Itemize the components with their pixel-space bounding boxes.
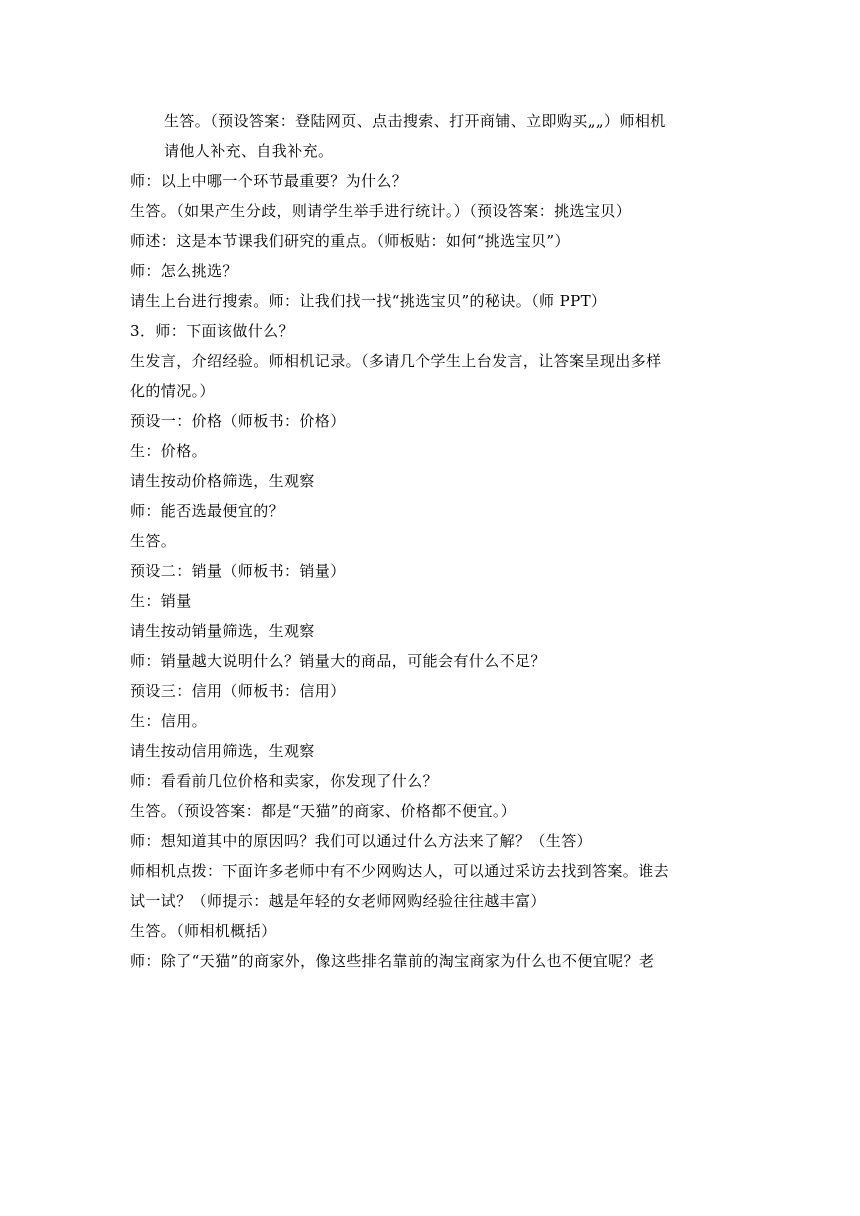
text-line: 生：价格。 — [130, 442, 208, 460]
text-line: 请生按动信用筛选，生观察 — [130, 742, 315, 760]
text-line: 生答。（预设答案：登陆网页、点击搜索、打开商铺、立即购买„„）师相机 — [164, 112, 666, 130]
text-line: 师：销量越大说明什么？销量大的商品，可能会有什么不足？ — [130, 652, 546, 670]
text-line: 师：除了“天猫”的商家外，像这些排名靠前的淘宝商家为什么也不便宜呢？老 — [130, 952, 655, 970]
text-line: 试一试？（师提示：越是年轻的女老师网购经验往往越丰富） — [130, 892, 546, 910]
document-body — [130, 106, 736, 976]
text-line: 师：以上中哪一个环节最重要？为什么？ — [130, 172, 408, 190]
text-line: 请生按动价格筛选，生观察 — [130, 472, 315, 490]
text-line: 预设二：销量（师板书：销量） — [130, 562, 346, 580]
text-line: 生：销量 — [130, 592, 192, 610]
text-line: 师：看看前几位价格和卖家，你发现了什么？ — [130, 772, 439, 790]
text-line: 预设一：价格（师板书：价格） — [130, 412, 346, 430]
text-line: 生答。 — [130, 532, 177, 550]
text-line: 生答。（师相机概括） — [130, 922, 277, 940]
text-line: 预设三：信用（师板书：信用） — [130, 682, 346, 700]
text-line: 师：怎么挑选？ — [130, 262, 238, 280]
text-line: 师：能否选最便宜的？ — [130, 502, 285, 520]
text-line: 师相机点拨：下面许多老师中有不少网购达人，可以通过采访去找到答案。谁去 — [130, 862, 670, 880]
text-line: 生答。（预设答案：都是“天猫”的商家、价格都不便宜。） — [130, 802, 517, 820]
text-line: 生答。（如果产生分歧，则请学生举手进行统计。）（预设答案：挑选宝贝） — [130, 202, 632, 220]
text-line: 生发言，介绍经验。师相机记录。（多请几个学生上台发言，让答案呈现出多样 — [130, 352, 662, 370]
text-line: 请生上台进行搜索。师：让我们找一找“挑选宝贝”的秘诀。（师 PPT） — [130, 292, 607, 310]
text-line: 请生按动销量筛选，生观察 — [130, 622, 315, 640]
text-line: 请他人补充、自我补充。 — [164, 142, 334, 160]
text-line: 师：想知道其中的原因吗？我们可以通过什么方法来了解？（生答） — [130, 832, 593, 850]
text-line: 师述：这是本节课我们研究的重点。（师板贴：如何“挑选宝贝”） — [130, 232, 570, 250]
text-line: 化的情况。） — [130, 382, 215, 400]
text-line: 3．师：下面该做什么？ — [130, 322, 294, 340]
text-line: 生：信用。 — [130, 712, 208, 730]
